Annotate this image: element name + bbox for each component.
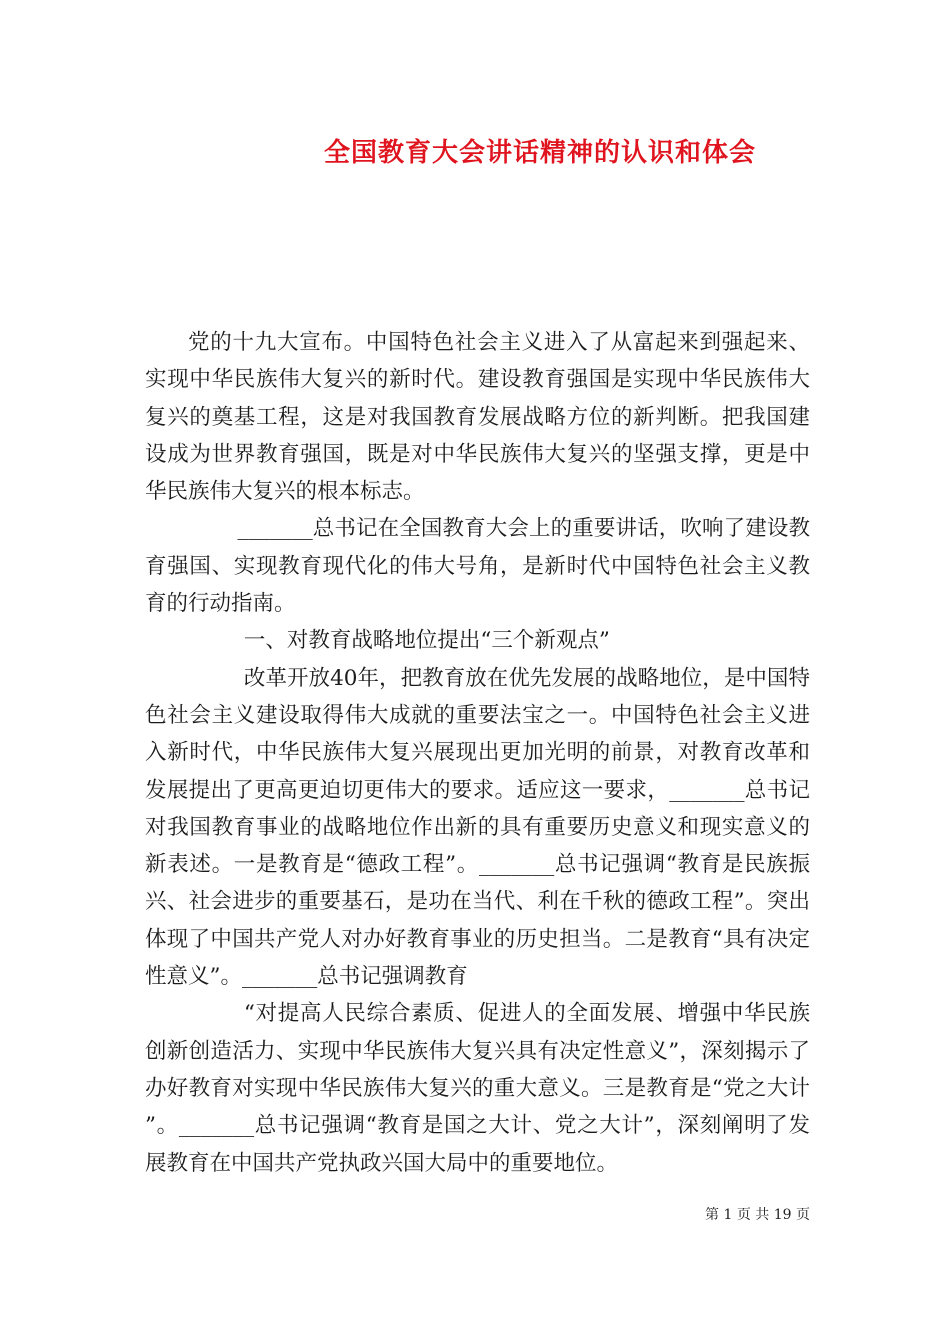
paragraph-decisive-significance: “对提高人民综合素质、促进人的全面发展、增强中华民族创新创造活力、实现中华民族伟大复兴具有决定性意义”，深刻揭示了办好教育对实现中华民族伟大复兴的重大意义。三是教育是“党之大计”。_______总书记强调“教育是国之大计、党之大计”，深刻阐明了发展教育在中国共产党执政兴国大局中的重要地位。 (145, 1001, 810, 1176)
page-number-footer: 第 1 页 共 19 页 (705, 1207, 810, 1223)
paragraph-strategic-position: 改革开放40年，把教育放在优先发展的战略地位，是中国特色社会主义建设取得伟大成就的重要法宝之一。中国特色社会主义进入新时代，中华民族伟大复兴展现出更加光明的前景，对教育改革和发展提出了更高更迫切更伟大的要求。适应这一要求，_______总书记对我国教育事业的战略地位作出新的具有重要历史意义和现实意义的新表述。一是教育是“德政工程”。_______总书记强调“教育是民族振兴、社会进步的重要基石，是功在当代、利在千秋的德政工程”。突出体现了中国共产党人对办好教育事业的历史担当。二是教育“具有决定性意义”。_______总书记强调教育 (145, 665, 810, 990)
paragraph-intro: 党的十九大宣布。中国特色社会主义进入了从富起来到强起来、实现中华民族伟大复兴的新时代。建设教育强国是实现中华民族伟大复兴的奠基工程，这是对我国教育发展战略方位的新判断。把我国建设成为世界教育强国，既是对中华民族伟大复兴的坚强支撑，更是中华民族伟大复兴的根本标志。 (145, 330, 810, 505)
document-title: 全国教育大会讲话精神的认识和体会 (323, 138, 756, 168)
paragraph-speech: _______总书记在全国教育大会上的重要讲话，吹响了建设教育强国、实现教育现代化的伟大号角，是新时代中国特色社会主义教育的行动指南。 (145, 516, 810, 617)
document-body (145, 324, 810, 1182)
section-heading-1: 一、对教育战略地位提出“三个新观点” (243, 628, 610, 654)
